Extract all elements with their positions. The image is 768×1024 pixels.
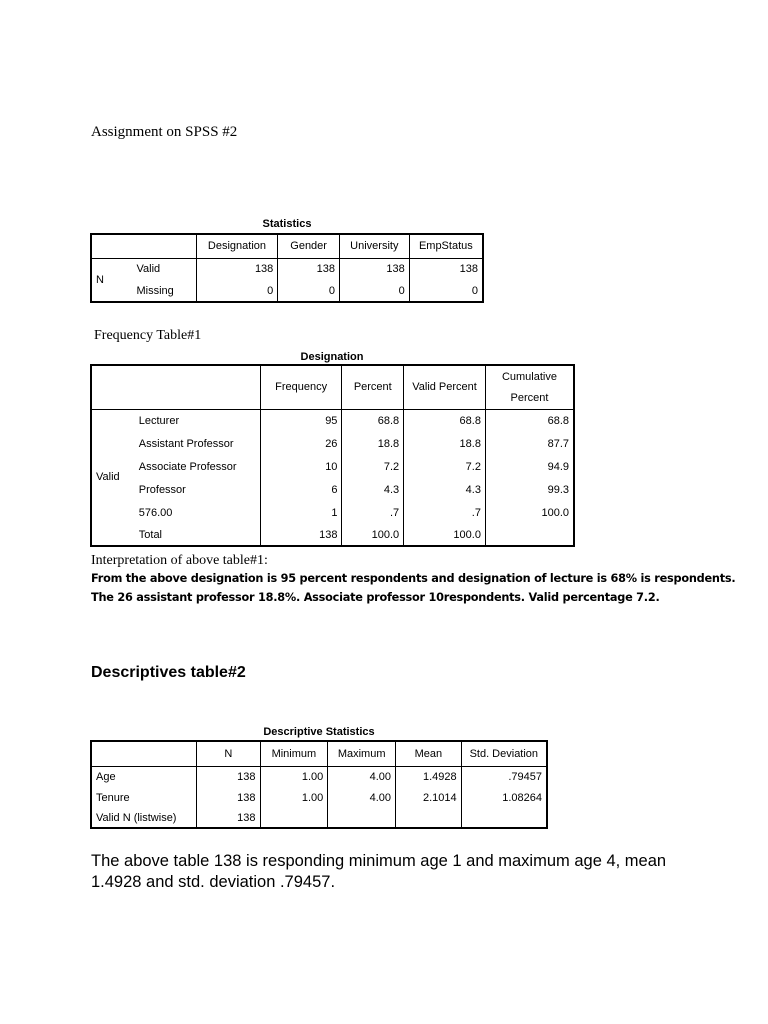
cell: 68.8 (404, 409, 486, 432)
cell: 4.3 (342, 478, 404, 501)
cell: 138 (339, 258, 409, 280)
row-group-label: N (96, 273, 104, 286)
cell: 95 (260, 409, 342, 432)
interpretation-line: The 26 assistant professor 18.8%. Associate professor 10respondents. Valid percentage 7.2. (91, 591, 660, 604)
cell (485, 524, 574, 546)
cell: 68.8 (485, 409, 574, 432)
cell: 1.00 (260, 787, 328, 808)
cell: 4.3 (404, 478, 486, 501)
cell (396, 808, 462, 828)
table-row (91, 258, 483, 280)
cell: .79457 (461, 766, 547, 787)
column-header: Maximum (328, 741, 396, 766)
column-header: Mean (396, 741, 462, 766)
column-header: Minimum (260, 741, 328, 766)
interpretation-heading: Interpretation of above table#1: (91, 553, 268, 568)
header-blank (91, 741, 197, 766)
column-header: Cumulative (485, 365, 574, 387)
row-label: Lecturer (138, 414, 180, 427)
cell: .7 (404, 501, 486, 524)
column-header: Percent (485, 387, 574, 409)
column-header: University (339, 234, 409, 258)
cell: 1.08264 (461, 787, 547, 808)
cell: 68.8 (342, 409, 404, 432)
interpretation-text (91, 569, 768, 607)
frequency-table-heading: Frequency Table#1 (94, 328, 202, 343)
cell: 138 (197, 766, 260, 787)
table-row (91, 787, 547, 808)
cell: .7 (342, 501, 404, 524)
summary-paragraph (91, 851, 751, 893)
table-row (91, 808, 547, 828)
row-label: Valid (136, 263, 161, 276)
column-header: Std. Deviation (461, 741, 547, 766)
summary-line: 1.4928 and std. deviation .79457. (91, 873, 336, 891)
table-row (91, 766, 547, 787)
row-label: Valid N (listwise) (96, 811, 177, 824)
designation-caption: Designation (300, 351, 364, 363)
cell: 0 (278, 280, 340, 302)
header-blank (91, 365, 260, 409)
cell: 6 (260, 478, 342, 501)
cell: 99.3 (485, 478, 574, 501)
cell (461, 808, 547, 828)
table-row (91, 524, 574, 546)
table-row (91, 409, 574, 432)
header-blank (91, 234, 196, 258)
column-header: Designation (196, 234, 278, 258)
cell: 100.0 (404, 524, 486, 546)
row-label: Professor (138, 483, 186, 496)
cell: 100.0 (485, 501, 574, 524)
cell: 0 (409, 280, 483, 302)
cell (260, 808, 328, 828)
table-row (91, 280, 483, 302)
row-label: Tenure (96, 791, 130, 804)
cell: 1 (260, 501, 342, 524)
cell: 0 (339, 280, 409, 302)
statistics-caption: Statistics (262, 218, 312, 230)
cell: 4.00 (328, 766, 396, 787)
cell: 26 (260, 432, 342, 455)
cell: 138 (197, 787, 260, 808)
row-label: Age (96, 770, 116, 783)
row-label: Associate Professor (138, 460, 237, 473)
cell: 138 (260, 524, 342, 546)
table-row (91, 501, 574, 524)
cell (328, 808, 396, 828)
cell: 18.8 (342, 432, 404, 455)
row-group-label: Valid (96, 471, 120, 484)
interpretation-line: From the above designation is 95 percent respondents and designation of lecture is 68% is respondents. (91, 572, 736, 585)
cell: 2.1014 (396, 787, 462, 808)
cell: 100.0 (342, 524, 404, 546)
cell: 94.9 (485, 455, 574, 478)
cell: 138 (278, 258, 340, 280)
cell: 7.2 (342, 455, 404, 478)
column-header: Frequency (260, 365, 342, 409)
row-label: Total (138, 528, 163, 541)
column-header: Valid Percent (404, 365, 486, 409)
cell: 4.00 (328, 787, 396, 808)
statistics-table (90, 233, 484, 303)
cell: 138 (196, 258, 278, 280)
column-header: EmpStatus (409, 234, 483, 258)
column-header: N (197, 741, 260, 766)
cell: 1.4928 (396, 766, 462, 787)
descriptive-statistics-table (90, 740, 548, 829)
row-label: Assistant Professor (138, 437, 234, 450)
column-header: Gender (278, 234, 340, 258)
document-title: Assignment on SPSS #2 (91, 124, 238, 140)
descriptive-caption: Descriptive Statistics (263, 726, 375, 738)
cell: 7.2 (404, 455, 486, 478)
designation-table (90, 364, 575, 547)
table-row (91, 455, 574, 478)
summary-line: The above table 138 is responding minimum age 1 and maximum age 4, mean (91, 852, 667, 870)
row-label: 576.00 (138, 506, 173, 519)
table-row (91, 478, 574, 501)
cell: 138 (409, 258, 483, 280)
cell: 87.7 (485, 432, 574, 455)
cell: 18.8 (404, 432, 486, 455)
cell: 1.00 (260, 766, 328, 787)
cell: 0 (196, 280, 278, 302)
column-header: Percent (342, 365, 404, 409)
row-label: Missing (136, 284, 174, 297)
cell: 138 (197, 808, 260, 828)
descriptives-heading: Descriptives table#2 (91, 664, 246, 681)
table-row (91, 432, 574, 455)
cell: 10 (260, 455, 342, 478)
